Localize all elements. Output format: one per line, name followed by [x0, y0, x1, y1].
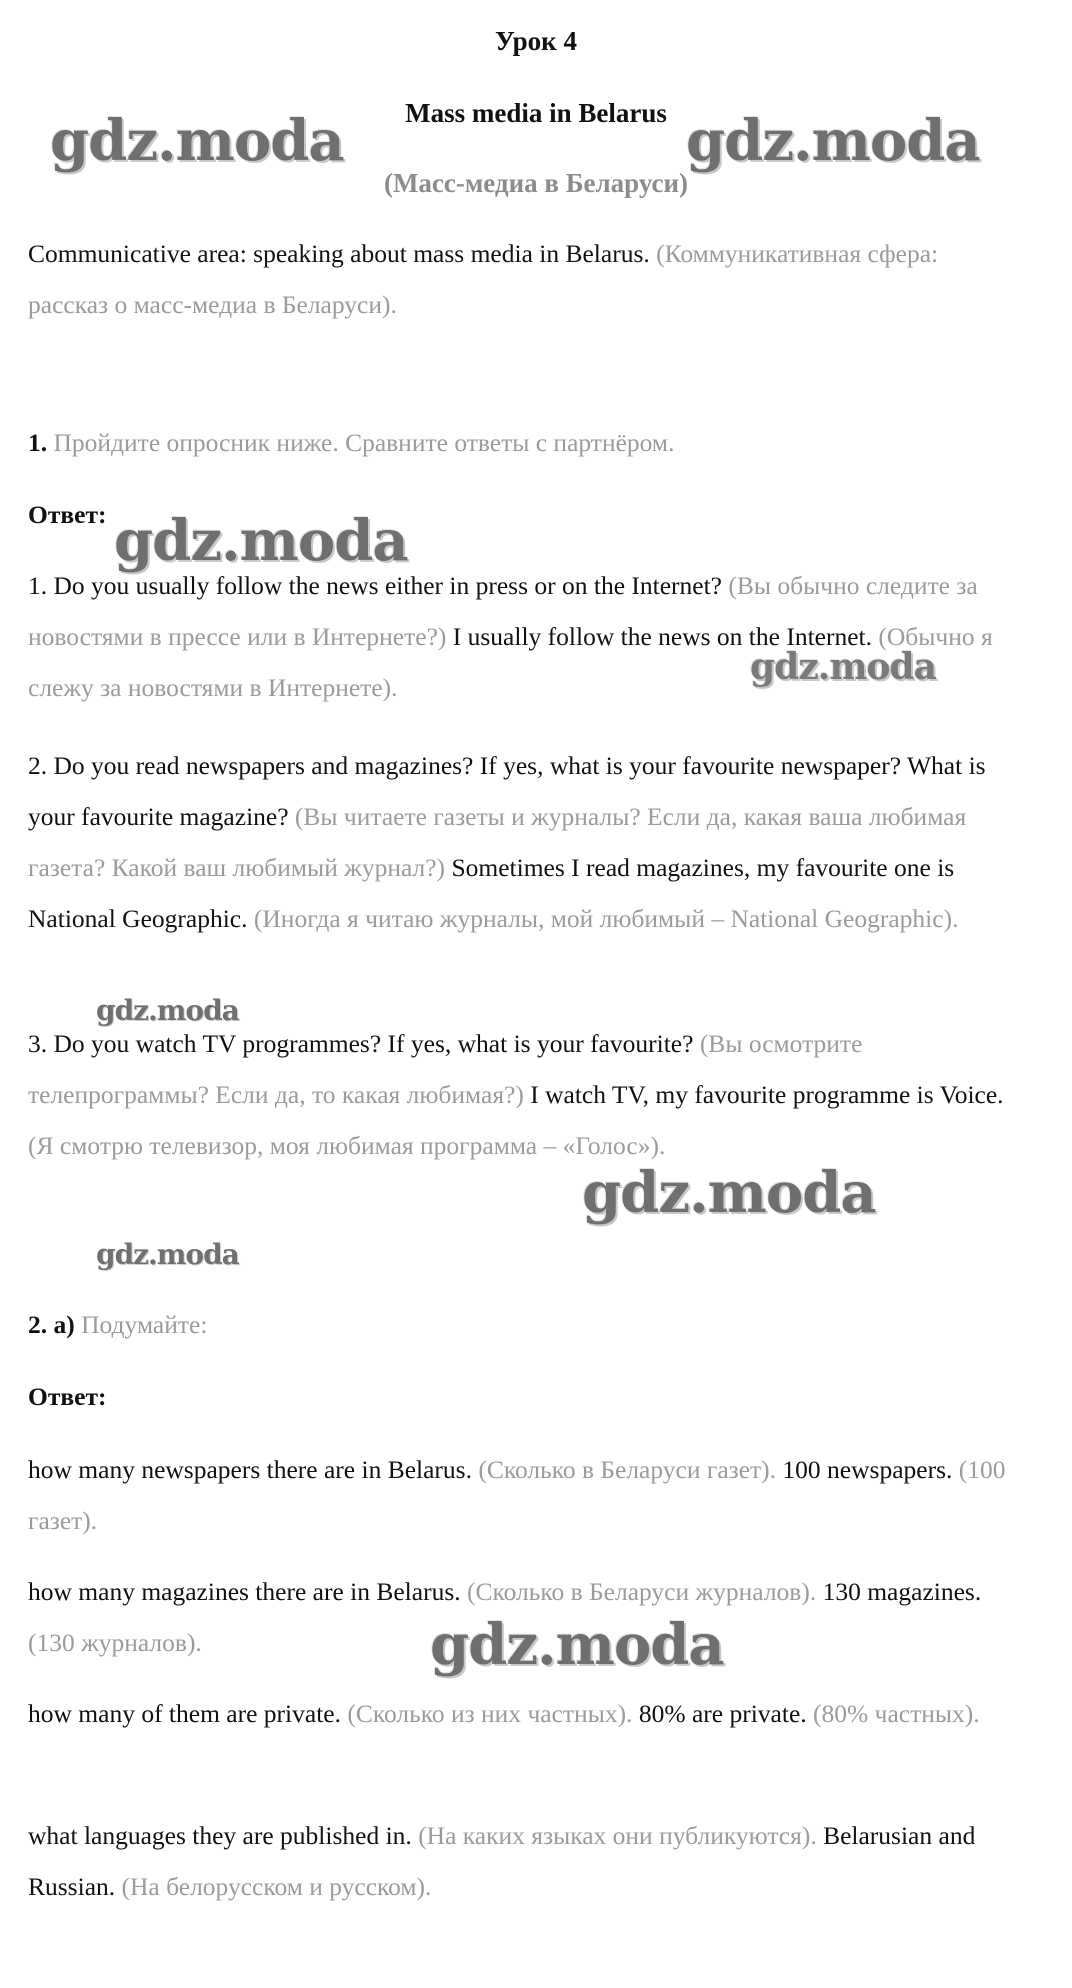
- watermark: gdz.moda: [50, 108, 344, 174]
- answer-translation: (Обычно я слежу за новостями в Интернете).: [28, 622, 993, 702]
- topic-title-translation: (Масс-медиа в Беларуси): [383, 168, 689, 198]
- answer-translation: (Я смотрю телевизор, моя любимая программа – «Голос»).: [28, 1131, 666, 1160]
- answer: 100 newspapers.: [782, 1455, 953, 1484]
- task2-item-4: [28, 1810, 1008, 1912]
- task1-item-1: [28, 560, 1008, 713]
- answer-translation: (130 журналов).: [28, 1628, 202, 1657]
- answer: 80% are private.: [638, 1699, 807, 1728]
- question-translation: (На каких языках они публикуются).: [418, 1821, 817, 1850]
- topic-title: Mass media in Belarus: [405, 98, 667, 128]
- question: 3. Do you watch TV programmes? If yes, what is your favourite?: [28, 1029, 694, 1058]
- question: 1. Do you usually follow the news either in press or on the Internet?: [28, 571, 723, 600]
- question-translation: (Сколько в Беларуси газет).: [478, 1455, 777, 1484]
- task2-number: 2. а): [28, 1310, 75, 1339]
- task1-heading: [28, 428, 674, 458]
- answer: Belarusian and Russian.: [28, 1821, 976, 1901]
- task2-item-3: [28, 1688, 1008, 1739]
- watermark: gdz.moda: [430, 1612, 724, 1678]
- answer-translation: (80% частных).: [813, 1699, 980, 1728]
- intro-paragraph: [28, 228, 1008, 330]
- question: 2. Do you read newspapers and magazines? If yes, what is your favourite newspaper? What is your favourite magazine?: [28, 751, 986, 831]
- watermark: gdz.moda: [96, 1238, 239, 1271]
- question-translation: (Вы осмотрите телепрограммы? Если да, то какая любимая?): [28, 1029, 863, 1109]
- task1-answer-label: Ответ:: [28, 500, 107, 529]
- question: how many magazines there are in Belarus.: [28, 1577, 461, 1606]
- watermark: gdz.moda: [582, 1160, 876, 1226]
- intro-translation: (Коммуникативная сфера: рассказ о масс-медиа в Беларуси).: [28, 239, 939, 319]
- question: how many newspapers there are in Belarus.: [28, 1455, 472, 1484]
- question: how many of them are private.: [28, 1699, 341, 1728]
- intro-text: Communicative area: speaking about mass media in Belarus.: [28, 239, 650, 268]
- task2-item-1: [28, 1444, 1008, 1546]
- answer-translation: (На белорусском и русском).: [121, 1872, 432, 1901]
- task1-instruction: Пройдите опросник ниже. Сравните ответы с партнёром.: [53, 428, 675, 457]
- watermark: gdz.moda: [114, 508, 408, 574]
- question-translation: (Сколько в Беларуси журналов).: [467, 1577, 817, 1606]
- question: what languages they are published in.: [28, 1821, 412, 1850]
- task1-item-2: [28, 740, 1008, 944]
- answer-translation: (100 газет).: [28, 1455, 1006, 1535]
- question-translation: (Вы обычно следите за новостями в прессе или в Интернете?): [28, 571, 978, 651]
- task1-number: 1.: [28, 428, 48, 457]
- answer-translation: (Иногда я читаю журналы, мой любимый – National Geographic).: [253, 904, 959, 933]
- watermark: gdz.moda: [750, 646, 936, 688]
- watermark: gdz.moda: [686, 108, 980, 174]
- answer: Sometimes I read magazines, my favourite one is National Geographic.: [28, 853, 955, 933]
- answer: I usually follow the news on the Internet.: [452, 622, 872, 651]
- task2-heading: [28, 1310, 207, 1340]
- task2-instruction: Подумайте:: [81, 1310, 208, 1339]
- task2-answer-label: Ответ:: [28, 1382, 107, 1411]
- watermark: gdz.moda: [96, 994, 239, 1027]
- question-translation: (Вы читаете газеты и журналы? Если да, какая ваша любимая газета? Какой ваш любимый журнал?): [28, 802, 967, 882]
- task1-item-3: [28, 1018, 1008, 1171]
- question-translation: (Сколько из них частных).: [347, 1699, 633, 1728]
- lesson-heading: Урок 4: [495, 26, 577, 56]
- answer: I watch TV, my favourite programme is Voice.: [530, 1080, 1004, 1109]
- answer: 130 magazines.: [822, 1577, 982, 1606]
